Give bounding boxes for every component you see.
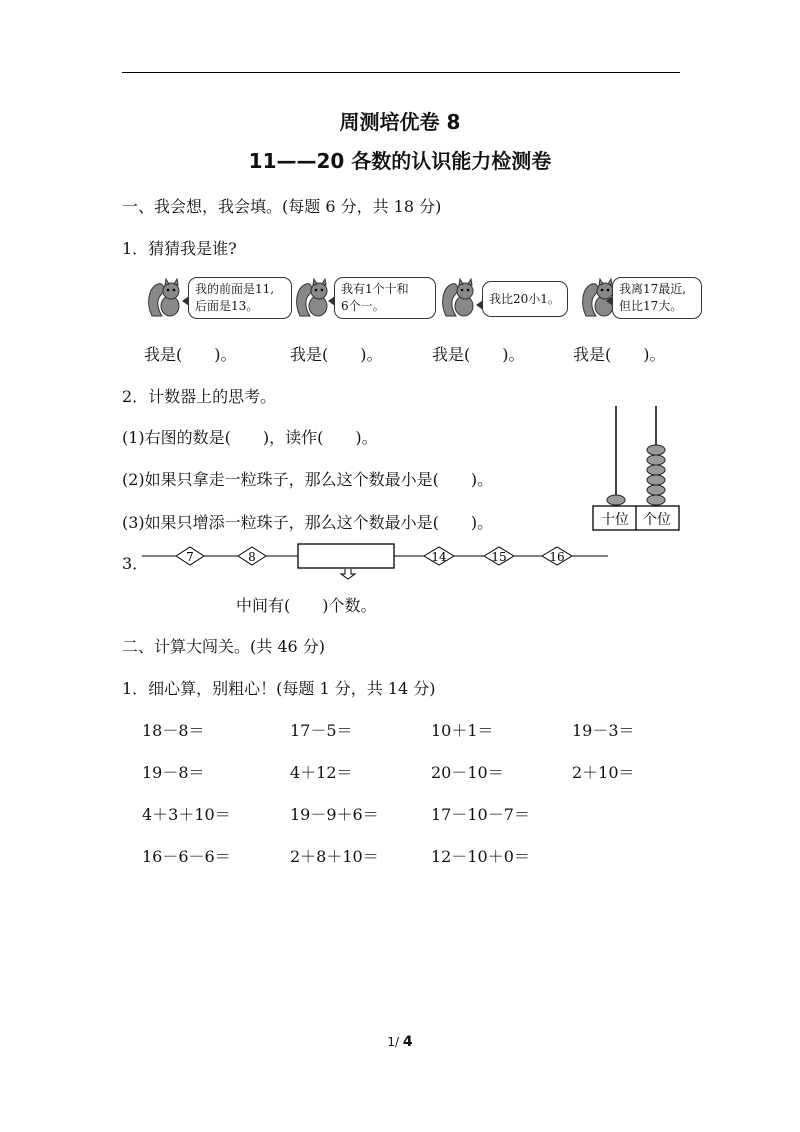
bubble-text: 但比17大。 bbox=[619, 299, 683, 313]
answer-blank-2: 我是( )。 bbox=[290, 345, 383, 364]
abacus-bead bbox=[607, 495, 625, 505]
q2-item-2: (2)如果只拿走一粒珠子，那么这个数最小是( )。 bbox=[122, 470, 494, 489]
page-title: 周测培优卷 8 bbox=[339, 110, 461, 134]
answer-blank-4: 我是( )。 bbox=[573, 345, 666, 364]
calc-item: 2＋8＋10＝ bbox=[290, 847, 379, 866]
calc-item: 19－9＋6＝ bbox=[290, 805, 379, 824]
tens-beads bbox=[607, 495, 625, 505]
squirrel-icon bbox=[146, 276, 186, 320]
svg-text:16: 16 bbox=[549, 550, 565, 564]
q2-item-1: (1)右图的数是( )，读作( )。 bbox=[122, 428, 378, 447]
abacus-ones-label: 个位 bbox=[643, 512, 671, 528]
diamond-8 bbox=[238, 547, 266, 565]
answer-blank-1: 我是( )。 bbox=[144, 345, 237, 364]
calc-item: 12－10＋0＝ bbox=[431, 847, 530, 866]
bubble-text: 我的前面是11, bbox=[195, 282, 275, 296]
abacus-bead bbox=[647, 475, 665, 485]
diamond-14 bbox=[424, 547, 454, 565]
svg-text:7: 7 bbox=[186, 550, 194, 564]
calc-item: 2＋10＝ bbox=[572, 763, 635, 782]
calc-item: 19－3＝ bbox=[572, 721, 635, 740]
abacus-bead bbox=[647, 455, 665, 465]
ones-beads bbox=[647, 445, 665, 505]
q2-label: 2．计数器上的思考。 bbox=[122, 387, 277, 406]
q3-answer: 中间有( )个数。 bbox=[236, 596, 377, 615]
number-line bbox=[142, 540, 612, 580]
calc-item: 19－8＝ bbox=[142, 763, 205, 782]
bubble-text: 我有1个十和 bbox=[341, 282, 409, 296]
calc-item: 18－8＝ bbox=[142, 721, 205, 740]
diamond-15 bbox=[484, 547, 514, 565]
page-current: 1 bbox=[387, 1035, 395, 1049]
section2-heading: 二、计算大闯关。(共 46 分) bbox=[122, 637, 326, 656]
svg-text:8: 8 bbox=[248, 550, 256, 564]
abacus-tens-label: 十位 bbox=[601, 512, 629, 528]
speech-bubble-1 bbox=[188, 277, 292, 319]
q1-label: 1．猜猜我是谁? bbox=[122, 239, 237, 258]
section2-q1-label: 1．细心算，别粗心！(每题 1 分，共 14 分) bbox=[122, 679, 436, 698]
svg-text:15: 15 bbox=[491, 550, 507, 564]
bubble-text: 我离17最近, bbox=[619, 282, 687, 296]
abacus-bead bbox=[647, 485, 665, 495]
abacus-bead bbox=[647, 465, 665, 475]
squirrel-icon bbox=[440, 276, 480, 320]
q2-item-3: (3)如果只增添一粒珠子，那么这个数最小是( )。 bbox=[122, 513, 494, 532]
calc-item: 4＋3＋10＝ bbox=[142, 805, 231, 824]
calc-item: 16－6－6＝ bbox=[142, 847, 231, 866]
diamond-7 bbox=[176, 547, 204, 565]
q3-label: 3． bbox=[122, 554, 149, 573]
hidden-numbers-box bbox=[298, 544, 394, 568]
page-sep: / bbox=[395, 1035, 400, 1049]
speech-bubble-2 bbox=[334, 277, 436, 319]
abacus bbox=[590, 402, 690, 532]
calc-item: 17－5＝ bbox=[290, 721, 353, 740]
answer-blank-3: 我是( )。 bbox=[432, 345, 525, 364]
speech-bubble-4 bbox=[612, 277, 702, 319]
calc-item: 4＋12＝ bbox=[290, 763, 353, 782]
abacus-bead bbox=[647, 445, 665, 455]
bubble-text: 我比20小1。 bbox=[489, 291, 560, 306]
bubble-text: 6个一。 bbox=[341, 299, 385, 313]
speech-bubble-3 bbox=[482, 281, 568, 317]
abacus-bead bbox=[647, 495, 665, 505]
svg-text:14: 14 bbox=[431, 550, 447, 564]
diamond-16 bbox=[542, 547, 572, 565]
header-rule bbox=[122, 72, 680, 73]
section1-heading: 一、我会想，我会填。(每题 6 分，共 18 分) bbox=[122, 197, 442, 216]
calc-item: 17－10－7＝ bbox=[431, 805, 530, 824]
calc-item: 10＋1＝ bbox=[431, 721, 494, 740]
page-total: 4 bbox=[402, 1034, 413, 1050]
calc-item: 20－10＝ bbox=[431, 763, 504, 782]
bubble-text: 后面是13。 bbox=[195, 299, 259, 313]
page-subtitle: 11——20 各数的认识能力检测卷 bbox=[248, 149, 552, 173]
page-number bbox=[0, 1034, 800, 1050]
arrow-down-icon bbox=[341, 569, 355, 579]
